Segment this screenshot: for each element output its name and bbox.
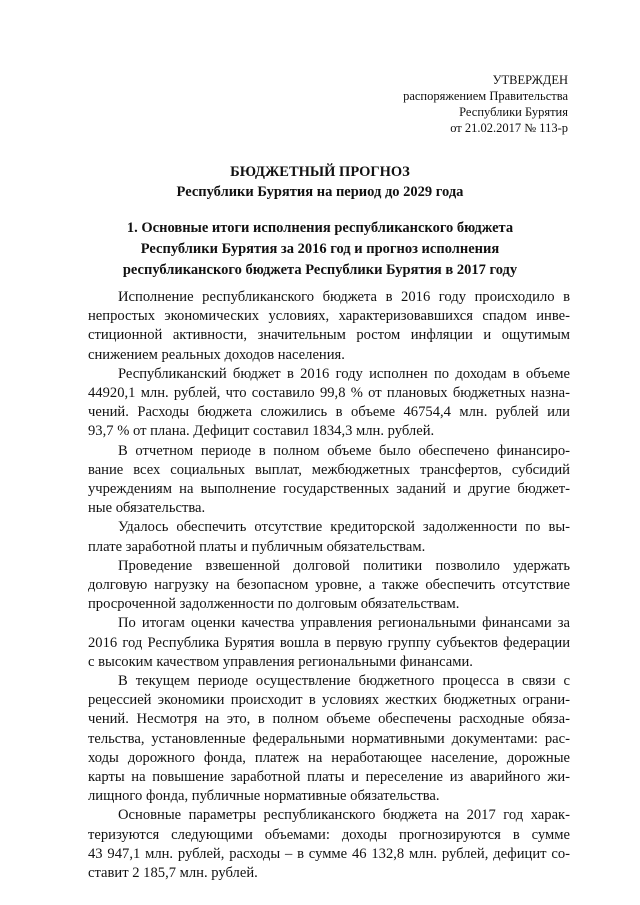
subtitle-line: Республики Бурятия на период до 2029 года [176, 184, 464, 200]
text-line: В текущем периоде осуществление бюджетного процесса в связи с [118, 673, 570, 690]
paragraph [88, 672, 570, 806]
title-line: БЮДЖЕТНЫЙ ПРОГНОЗ [230, 164, 410, 180]
section-heading-line: Республики Бурятия за 2016 год и прогноз исполнения [140, 241, 500, 257]
text-line: карты на повышение заработной платы и переселение из аварийного жи- [88, 769, 570, 786]
text-line: лищного фонда, публичные нормативные обязательства. [88, 788, 440, 805]
text-line: Удалось обеспечить отсутствие кредиторской задолженности по вы- [118, 519, 570, 536]
approval-line: распоряжением Правительства [403, 89, 568, 103]
approval-stamp [308, 72, 568, 136]
text-line: с высоким качеством управления региональными финансами. [88, 653, 473, 670]
text-line: теризуются следующими объемами: доходы прогнозируются в сумме [88, 826, 570, 843]
paragraph [88, 365, 570, 442]
approval-line: от 21.02.2017 № 113-р [450, 121, 568, 135]
paragraph [88, 518, 570, 556]
text-line: вание всех социальных выплат, межбюджетных трансфертов, субсидий [88, 461, 570, 478]
text-line: чений. Несмотря на это, в полном объеме обеспечены расходные обяза- [88, 711, 570, 728]
text-line: 44920,1 млн. рублей, что составило 99,8 % от плановых бюджетных назна- [88, 385, 570, 402]
text-line: Проведение взвешенной долговой политики позволило удержать [118, 557, 570, 574]
text-line: ставит 2 185,7 млн. рублей. [88, 865, 258, 882]
text-line: Основные параметры республиканского бюджета на 2017 год харак- [118, 807, 570, 824]
section-heading-line: республиканского бюджета Республики Бурятия в 2017 году [122, 262, 518, 278]
document-title [0, 162, 640, 202]
text-line: плате заработной платы и публичным обязательствам. [88, 538, 426, 555]
paragraph [88, 288, 570, 365]
text-line: долговую нагрузку на безопасном уровне, а также обеспечить отсутствие [88, 577, 570, 594]
text-line: 43 947,1 млн. рублей, расходы – в сумме 46 132,8 млн. рублей, дефицит со- [88, 845, 570, 862]
body-text [88, 288, 570, 883]
paragraph [88, 806, 570, 883]
text-line: учреждениям на выполнение государственных заданий и другие бюджет- [88, 481, 570, 498]
text-line: ные обязательства. [88, 500, 206, 517]
text-line: тельства, установленные федеральными нормативными документами: рас- [88, 730, 570, 747]
text-line: рецессией экономики происходит в условиях жестких бюджетных ограни- [88, 692, 570, 709]
paragraph [88, 442, 570, 519]
text-line: непростых экономических условиях, характеризовавшихся спадом инве- [88, 308, 570, 325]
approval-line: УТВЕРЖДЕН [492, 73, 568, 87]
section-heading-line: 1. Основные итоги исполнения республиканского бюджета [126, 220, 514, 236]
text-line: В отчетном периоде в полном объеме было обеспечено финансиро- [118, 442, 570, 459]
text-line: 93,7 % от плана. Дефицит составил 1834,3 млн. рублей. [88, 423, 435, 440]
text-line: Исполнение республиканского бюджета в 2016 году происходило в [118, 289, 570, 305]
approval-line: Республики Бурятия [459, 105, 568, 119]
text-line: ходы дорожного фонда, платеж на неработающее население, дорожные [88, 749, 570, 766]
text-line: По итогам оценки качества управления региональными финансами за [118, 615, 570, 632]
paragraph [88, 557, 570, 615]
text-line: 2016 год Республика Бурятия вошла в первую группу субъектов федерации [88, 634, 570, 651]
text-line: просроченной задолженности по долговым обязательствам. [88, 596, 460, 613]
text-line: снижением реальных доходов населения. [88, 346, 345, 363]
paragraph [88, 614, 570, 672]
text-line: Республиканский бюджет в 2016 году исполнен по доходам в объеме [118, 365, 570, 382]
section-heading [0, 218, 640, 281]
text-line: чений. Расходы бюджета сложились в объеме 46754,4 млн. рублей или [88, 404, 570, 421]
text-line: стиционной активности, значительным ростом инфляции и ощутимым [88, 327, 570, 344]
